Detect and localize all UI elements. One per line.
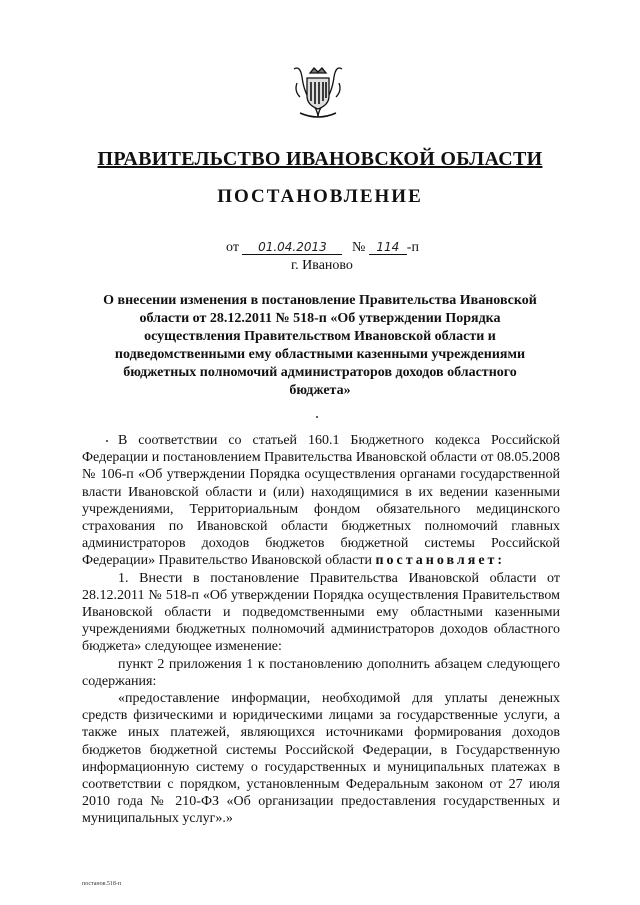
body-paragraph: «предоставление информации, необходимой для уплаты денежных средств физическими и юридическими лицами за государственные услуги, а также иных платежей, являющихся источниками формирования доходов бюджетов бюджетной системы Российской Федерации, в Государственную информационную систему о государственных и муниципальных платежах в соответствии с порядком, установленным Федеральным законом от 27 июля 2010 года № 210-ФЗ «Об организации предоставления государственных и муниципальных услуг».»: [82, 691, 560, 827]
scan-dot: [316, 416, 318, 418]
document-subject: О внесении изменения в постановление Правительства Ивановской области от 28.12.2011 № 518-п «Об утверждении Порядка осуществления Правительством Ивановской области и подведомственными ему областными казенными учреждениями бюджетных полномочий администраторов доходов областного бюджета»: [103, 293, 537, 398]
resolution-word: постановляет:: [375, 553, 506, 569]
number-suffix: -п: [406, 240, 419, 255]
city: г. Иваново: [291, 258, 353, 273]
document-number: 114: [369, 240, 407, 255]
date-number-line: [226, 240, 419, 256]
document-body: [82, 432, 560, 828]
organization-title: ПРАВИТЕЛЬСТВО ИВАНОВСКОЙ ОБЛАСТИ: [97, 148, 543, 170]
body-paragraph: пункт 2 приложения 1 к постановлению дополнить абзацем следующего содержания:: [82, 656, 560, 689]
file-reference: постанов.518-п: [82, 881, 122, 887]
body-paragraph: [82, 432, 560, 570]
paragraph-text: В соответствии со статьей 160.1 Бюджетного кодекса Российской Федерации и постановлением Правительства Ивановской области от 08.05.2008 № 106-п «Об утверждении Порядка осуществления органами государственной власти Ивановской области и (или) находящимися в их ведении казенными учреждениями, Территориальным фондом обязательного медицинского страхования по Ивановской области бюджетных полномочий главных администраторов доходов бюджетов бюджетной системы Российской Федерации» Правительство Ивановской области: [82, 433, 560, 569]
number-label: №: [351, 240, 366, 255]
body-paragraph: 1. Внести в постановление Правительства Ивановской области от 28.12.2011 № 518-п «Об утверждении Порядка осуществления Правительством Ивановской области и подведомственными ему областными казенными учреждениями бюджетных полномочий администраторов доходов областного бюджета» следующее изменение:: [82, 570, 560, 655]
coat-of-arms-icon: [290, 63, 346, 121]
date-prefix: от: [226, 240, 239, 255]
document-type: ПОСТАНОВЛЕНИЕ: [217, 186, 423, 207]
document-date: 01.04.2013: [242, 240, 342, 255]
